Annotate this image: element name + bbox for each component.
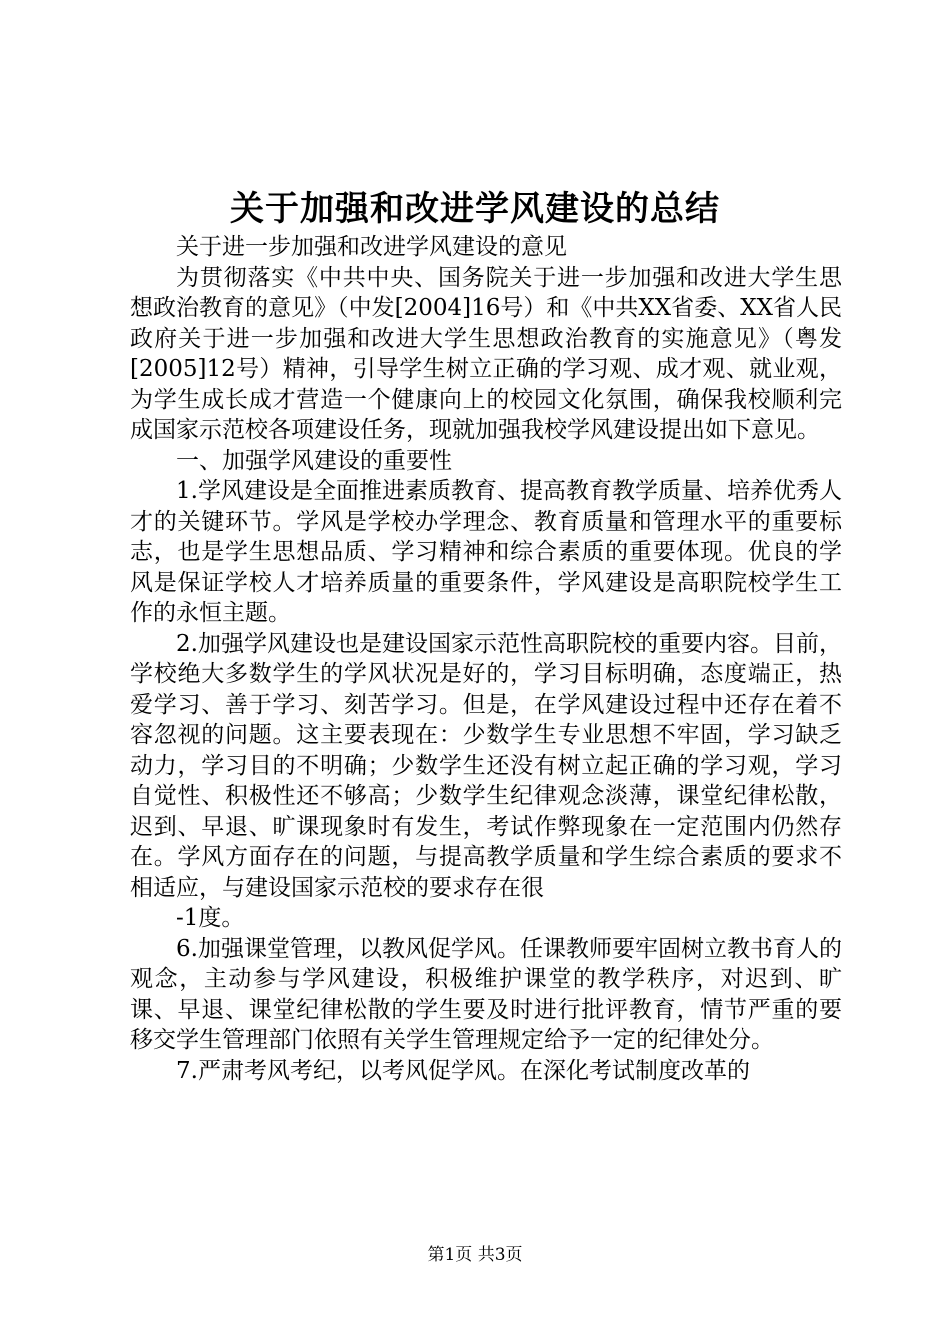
document-title: 关于加强和改进学风建设的总结: [230, 189, 720, 229]
paragraph-fragment: -1度。: [176, 905, 245, 931]
section-heading-importance: 一、加强学风建设的重要性: [176, 447, 452, 474]
paragraph-item-7: 7.严肃考风考纪，以考风促学风。在深化考试制度改革的: [176, 1057, 750, 1084]
paragraph-item-1: 1.学风建设是全面推进素质教育、提高教育教学质量、培养优秀人才的关键环节。学风是学校办学理念、教育质量和管理水平的重要标志，也是学生思想品质、学习精神和综合素质的重要体现。优良的学风是保证学校人才培养质量的重要条件，学风建设是高职院校学生工作的永恒主题。: [130, 478, 842, 626]
document-body: [130, 232, 842, 1086]
paragraph-intro: 为贯彻落实《中共中央、国务院关于进一步加强和改进大学生思想政治教育的意见》（中发[2004]16号）和《中共XX省委、XX省人民政府关于进一步加强和改进大学生思想政治教育的实施意见》（粤发[2005]12号）精神，引导学生树立正确的学习观、成才观、就业观，为学生成长成才营造一个健康向上的校园文化氛围，确保我校顺利完成国家示范校各项建设任务，现就加强我校学风建设提出如下意见。: [130, 264, 842, 443]
paragraph-item-6: 6.加强课堂管理，以教风促学风。任课教师要牢固树立教书育人的观念，主动参与学风建设，积极维护课堂的教学秩序，对迟到、旷课、早退、课堂纪律松散的学生要及时进行批评教育，情节严重的要移交学生管理部门依照有关学生管理规定给予一定的纪律处分。: [130, 935, 842, 1053]
paragraph-subtitle: 关于进一步加强和改进学风建设的意见: [176, 234, 567, 260]
paragraph-item-2: 2.加强学风建设也是建设国家示范性高职院校的重要内容。目前，学校绝大多数学生的学风状况是好的，学习目标明确，态度端正，热爱学习、善于学习、刻苦学习。但是，在学风建设过程中还存在着不容忽视的问题。这主要表现在：少数学生专业思想不牢固，学习缺乏动力，学习目的不明确；少数学生还没有树立起正确的学习观，学习自觉性、积极性还不够高；少数学生纪律观念淡薄，课堂纪律松散，迟到、早退、旷课现象时有发生，考试作弊现象在一定范围内仍然存在。学风方面存在的问题，与提高教学质量和学生综合素质的要求不相适应，与建设国家示范校的要求存在很: [130, 630, 842, 901]
page-footer: 第1页 共3页: [427, 1245, 523, 1265]
